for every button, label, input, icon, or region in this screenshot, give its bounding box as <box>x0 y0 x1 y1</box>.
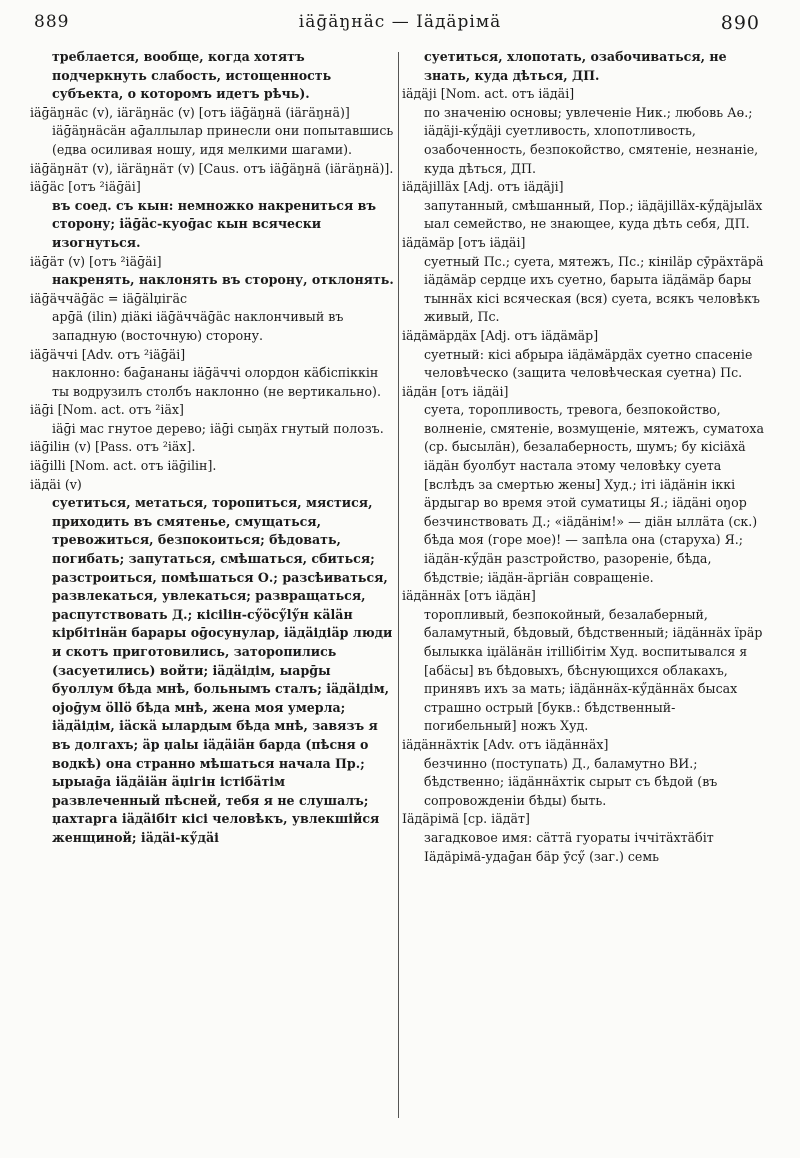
dictionary-headword: iäḡäŋнäс (v), iäгäŋнäс (v) [отъ iäḡäŋнä (iäгäŋнä)] <box>30 104 350 120</box>
dictionary-definition: суета, торопливость, тревога, безпокойство, волненіе, смятеніе, возмущеніе, мятежъ, суматоха (ср. бысылäн), безалаберность, шумъ; бу кісіäхä iäдäн буолбут настала этому человѣку суета [вслѣдъ за смертью жены] Худ.; іті iäдäнін іккі äрдыгар во время этой суматицы Я.; iäдäні оŋор безчинствовать Д.; «iäдäнім!» — діäн ыллäта (ск.) бѣда моя (горе мое)! — запѣла она (старуха) Я.; iäдäн-кӳдäн разстройство, разореніе, бѣда, бѣдствіе; iäдäн-äргіäн совращеніе. <box>424 402 764 585</box>
dictionary-headword: iäḡäŋнäт (v), iäгäŋнäт (v) [Caus. отъ iäḡäŋнä (iäгäŋнä)]. <box>30 160 394 176</box>
dictionary-headword: iäдäjilläх [Adj. отъ iäдäjі] <box>402 179 564 195</box>
page-number-left: 889 <box>34 12 70 32</box>
dictionary-definition: въ соед. съ кын: немножко накрениться въ сторону; iäḡäс-куоḡас кын всячески изогнуться. <box>52 197 377 250</box>
dictionary-headword: iäдäjі [Nom. act. отъ iäдäі] <box>402 86 575 102</box>
dictionary-definition: треблается, вообще, когда хотятъ подчеркнуть слабость, истощенность субъекта, о которомъ идетъ рѣчь). <box>52 49 332 102</box>
dictionary-headword: Іäдäрімä [ср. iäдäт] <box>402 811 530 827</box>
dictionary-headword: iäḡäччäḡäс = iäḡälџiгäс <box>30 290 188 306</box>
dictionary-definition: безчинно (поступать) Д., баламутно ВИ.; бѣдственно; iäдäннäхтік сырыт съ бѣдой (въ сопровожденіи бѣды) быть. <box>424 755 718 808</box>
dictionary-definition: торопливый, безпокойный, безалаберный, баламутный, бѣдовый, бѣдственный; iäдäннäх ïрäр былыкка iџäläнäн ітіllібітім Худ. воспитывался я [абäсы] въ бѣдовыхъ, бѣснующихся облакахъ, принявъ ихъ за мать; iäдäннäх-кӳдäннäх бысах страшно острый [букв.: бѣдственный-погибельный] ножъ Худ. <box>424 606 763 734</box>
dictionary-headword: iäдäн [отъ iäдäі] <box>402 383 509 399</box>
column-divider <box>398 52 399 1118</box>
dictionary-headword: iäдäннäх [отъ iäдäн] <box>402 588 536 604</box>
right-column <box>402 48 764 1150</box>
dictionary-headword: iäḡäт (v) [отъ ²iäḡäі] <box>30 253 162 269</box>
dictionary-headword: iäдäннäхтік [Adv. отъ iäдäннäх] <box>402 736 609 752</box>
dictionary-definition: арḡä (ilin) дiäкі iäḡäччäḡäс наклончивый въ западную (восточную) сторону. <box>52 309 344 343</box>
dictionary-definition: по значенію основы; увлеченіе Ник.; любовь Аө.; iäдäjі-кӳдäjі суетливость, хлопотливость, озабоченность, безпокойство, смятеніе, незнаніе, куда дѣться, ДП. <box>424 104 759 176</box>
dictionary-definition: наклонно: баḡананы iäḡäччі олордон кäбіспіккін ты водрузилъ столбъ наклонно (не вертикально). <box>52 365 381 399</box>
left-column <box>30 48 394 1150</box>
dictionary-headword: iäдäмäрдäх [Adj. отъ iäдäмäр] <box>402 327 599 343</box>
dictionary-definition: суетный Пс.; суета, мятежъ, Пс.; кінiläр сӯрäхтäрä iäдäмäр сердце ихъ суетно, барыта iäдäмäр бары тыннäх кісі всяческая (вся) суета, всякъ человѣкъ живый, Пс. <box>424 253 764 325</box>
page-number-right: 890 <box>720 12 760 34</box>
dictionary-definition: суетиться, метаться, торопиться, мястися, приходить въ смятенье, смущаться, тревожиться, безпокоиться; бѣдовать, погибать; запутаться, смѣшаться, сбиться; разстроиться, помѣшаться О.; разсѣиваться, развлекаться, увлекаться; развращаться, распутствовать Д.; кісіlін-сӳöсӳlӳн кäläн кірбітінäн барары оḡосунулар, iäдäідіäр люди и скотъ приготовились, заторопились (засуетились) войти; iäдäідім, ыарḡы буоллум бѣда мнѣ, больнымъ сталъ; iäдäідім, оjоḡум öllö бѣда мнѣ, жена моя умерла; iäдäідім, iäскä ылардым бѣда мнѣ, завязъ я въ долгахъ; äр џаlы iäдäiäн барда (пѣсня о водкѣ) она странно мѣшаться начала Пр.; ырыаḡа iäдäiäн äџігін істібäтім развлеченный пѣсней, тебя я не слушалъ; џахтарга iäдäібіт кісі человѣкъ, увлекшійся женщиной; iäдäі-кӳдäі <box>52 495 393 845</box>
dictionary-headword: iäḡilli [Nom. act. отъ iäḡilін]. <box>30 458 217 474</box>
page-header <box>0 12 800 42</box>
dictionary-headword: iäдäі (v) <box>30 476 82 492</box>
dictionary-headword: iäḡі [Nom. act. отъ ²iäх] <box>30 402 184 418</box>
dictionary-definition: накренять, наклонять въ сторону, отклонять. <box>52 272 394 288</box>
dictionary-headword: iäḡäччі [Adv. отъ ²iäḡäі] <box>30 346 186 362</box>
dictionary-definition: iäḡі мас гнутое дерево; iäḡі сыŋäх гнутый полозъ. <box>52 420 384 436</box>
dictionary-definition: iäḡäŋнäсäн аḡаллылар принесли они попытавшись (едва осиливая ношу, идя мелкими шагами). <box>52 123 394 157</box>
dictionary-headword: iäдäмäр [отъ iäдäі] <box>402 234 526 250</box>
running-title: iäḡäŋнäс — Іäдäрімä <box>298 12 502 32</box>
dictionary-definition: суетный: кісі абрыра iäдäмäрдäх суетно спасеніе человѣческо (защита человѣческая суетна) Пс. <box>424 346 753 381</box>
dictionary-definition: суетиться, хлопотать, озабочиваться, не знать, куда дѣться, ДП. <box>424 49 727 83</box>
dictionary-definition: запутанный, смѣшанный, Пор.; iäдäjilläх-кӳдäjыläх ыал семейство, не знающее, куда дѣть себя, ДП. <box>424 197 763 232</box>
dictionary-definition: загадковое имя: сäттä гуораты іччітäхтäбіт Іäдäрімä-удаḡан бäр ӯсӳ (заг.) семь <box>424 829 714 864</box>
dictionary-headword: iäḡäс [отъ ²iäḡäі] <box>30 179 141 195</box>
dictionary-headword: iäḡilін (v) [Pass. отъ ²iäх]. <box>30 439 196 455</box>
